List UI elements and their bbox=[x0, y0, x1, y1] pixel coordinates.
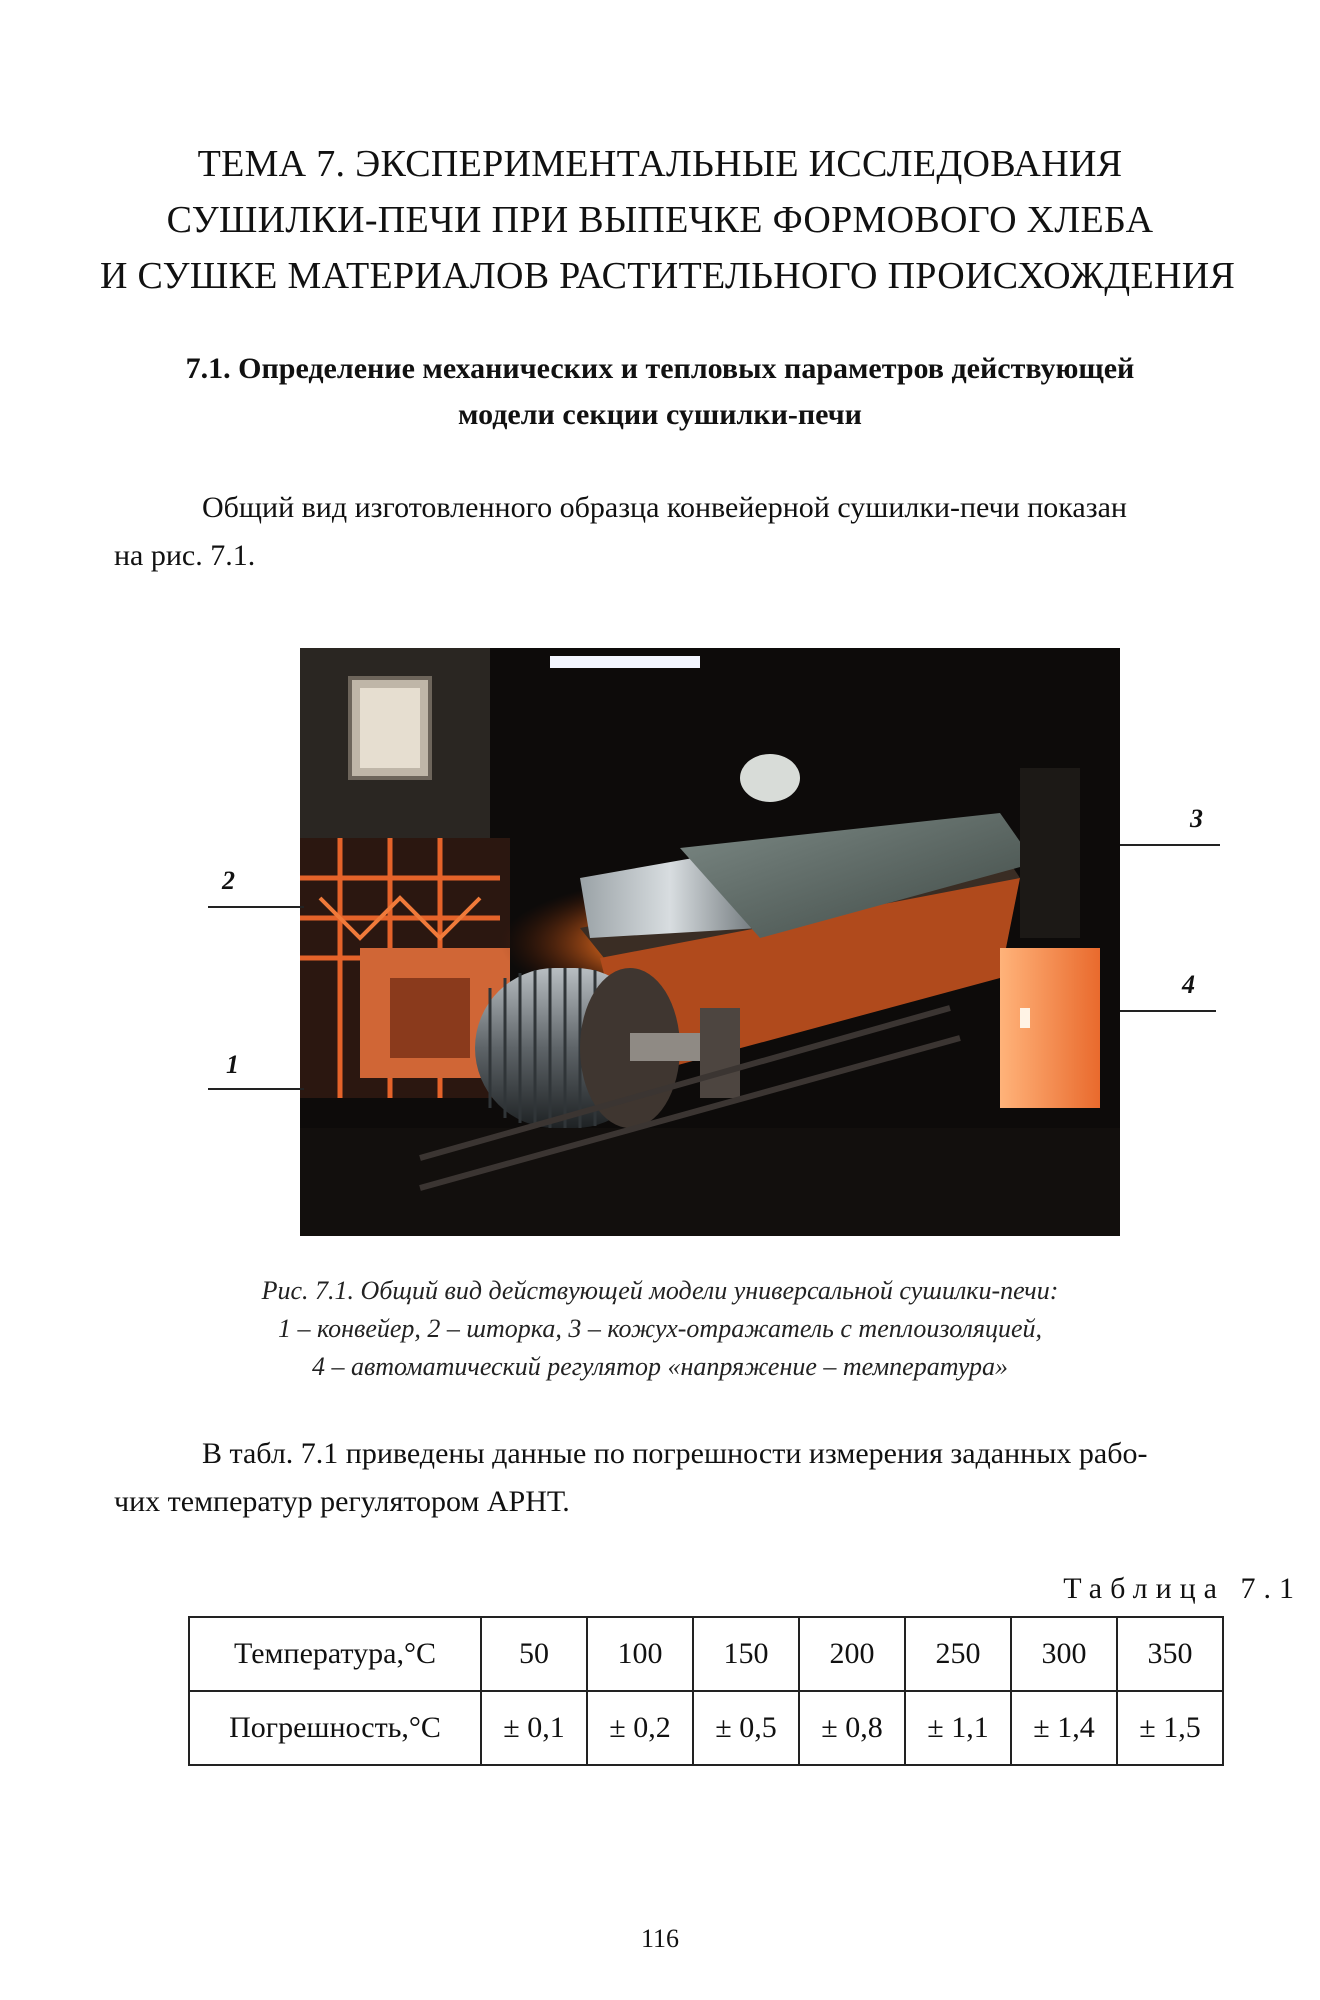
table-cell: ± 0,2 bbox=[587, 1691, 693, 1765]
table-cell: 250 bbox=[905, 1617, 1011, 1691]
table-cell: ± 0,1 bbox=[481, 1691, 587, 1765]
table-intro-paragraph bbox=[114, 1430, 1304, 1526]
paragraph-line: Общий вид изготовленного образца конвейерной сушилки-печи показан bbox=[202, 491, 1127, 524]
caption-line: Рис. 7.1. Общий вид действующей модели универсальной сушилки-печи: bbox=[261, 1276, 1059, 1305]
chapter-title-line: СУШИЛКИ-ПЕЧИ ПРИ ВЫПЕЧКЕ ФОРМОВОГО ХЛЕБА bbox=[166, 199, 1154, 241]
table-row-header: Температура,°С bbox=[189, 1617, 481, 1691]
table-row bbox=[189, 1617, 1223, 1691]
table-cell: 200 bbox=[799, 1617, 905, 1691]
page-number: 116 bbox=[640, 1924, 680, 1953]
table-cell: 100 bbox=[587, 1617, 693, 1691]
paragraph-line: чих температур регулятором АРНТ. bbox=[114, 1485, 570, 1518]
table-cell: 300 bbox=[1011, 1617, 1117, 1691]
section-title bbox=[130, 346, 1190, 438]
table-row bbox=[189, 1691, 1223, 1765]
table-cell: ± 1,1 bbox=[905, 1691, 1011, 1765]
table-cell: ± 0,8 bbox=[799, 1691, 905, 1765]
callout-line-4 bbox=[1120, 1010, 1216, 1012]
table-cell: ± 1,4 bbox=[1011, 1691, 1117, 1765]
error-table bbox=[188, 1616, 1224, 1766]
section-title-line: 7.1. Определение механических и тепловых параметров действующей bbox=[185, 352, 1135, 385]
callout-label-2: 2 bbox=[222, 866, 235, 895]
table-cell: 50 bbox=[481, 1617, 587, 1691]
callout-line-2 bbox=[208, 906, 304, 908]
chapter-title-line: И СУШКЕ МАТЕРИАЛОВ РАСТИТЕЛЬНОГО ПРОИСХОЖДЕНИЯ bbox=[100, 255, 1236, 297]
table-cell: 150 bbox=[693, 1617, 799, 1691]
table-label: Таблица 7.1 bbox=[1063, 1572, 1302, 1605]
paragraph-line: на рис. 7.1. bbox=[114, 539, 256, 572]
caption-line: 1 – конвейер, 2 – шторка, 3 – кожух-отражатель с теплоизоляцией, bbox=[277, 1314, 1043, 1343]
figure-caption bbox=[180, 1272, 1140, 1386]
callout-label-1: 1 bbox=[226, 1050, 239, 1079]
callout-label-3: 3 bbox=[1190, 804, 1203, 833]
photo-drawing bbox=[300, 648, 1120, 1236]
table-cell: 350 bbox=[1117, 1617, 1223, 1691]
callout-line-3 bbox=[1120, 844, 1220, 846]
table-cell: ± 1,5 bbox=[1117, 1691, 1223, 1765]
dryer-oven-photo bbox=[300, 648, 1120, 1236]
chapter-title bbox=[100, 136, 1236, 304]
table-cell: ± 0,5 bbox=[693, 1691, 799, 1765]
table-row-header: Погрешность,°С bbox=[189, 1691, 481, 1765]
callout-line-1 bbox=[208, 1088, 304, 1090]
intro-paragraph bbox=[114, 484, 1304, 580]
paragraph-line: В табл. 7.1 приведены данные по погрешности измерения заданных рабо- bbox=[202, 1437, 1148, 1470]
chapter-title-line: ТЕМА 7. ЭКСПЕРИМЕНТАЛЬНЫЕ ИССЛЕДОВАНИЯ bbox=[197, 143, 1123, 185]
callout-label-4: 4 bbox=[1182, 970, 1195, 999]
section-title-line: модели секции сушилки-печи bbox=[458, 398, 862, 431]
caption-line: 4 – автоматический регулятор «напряжение – температура» bbox=[311, 1352, 1009, 1381]
